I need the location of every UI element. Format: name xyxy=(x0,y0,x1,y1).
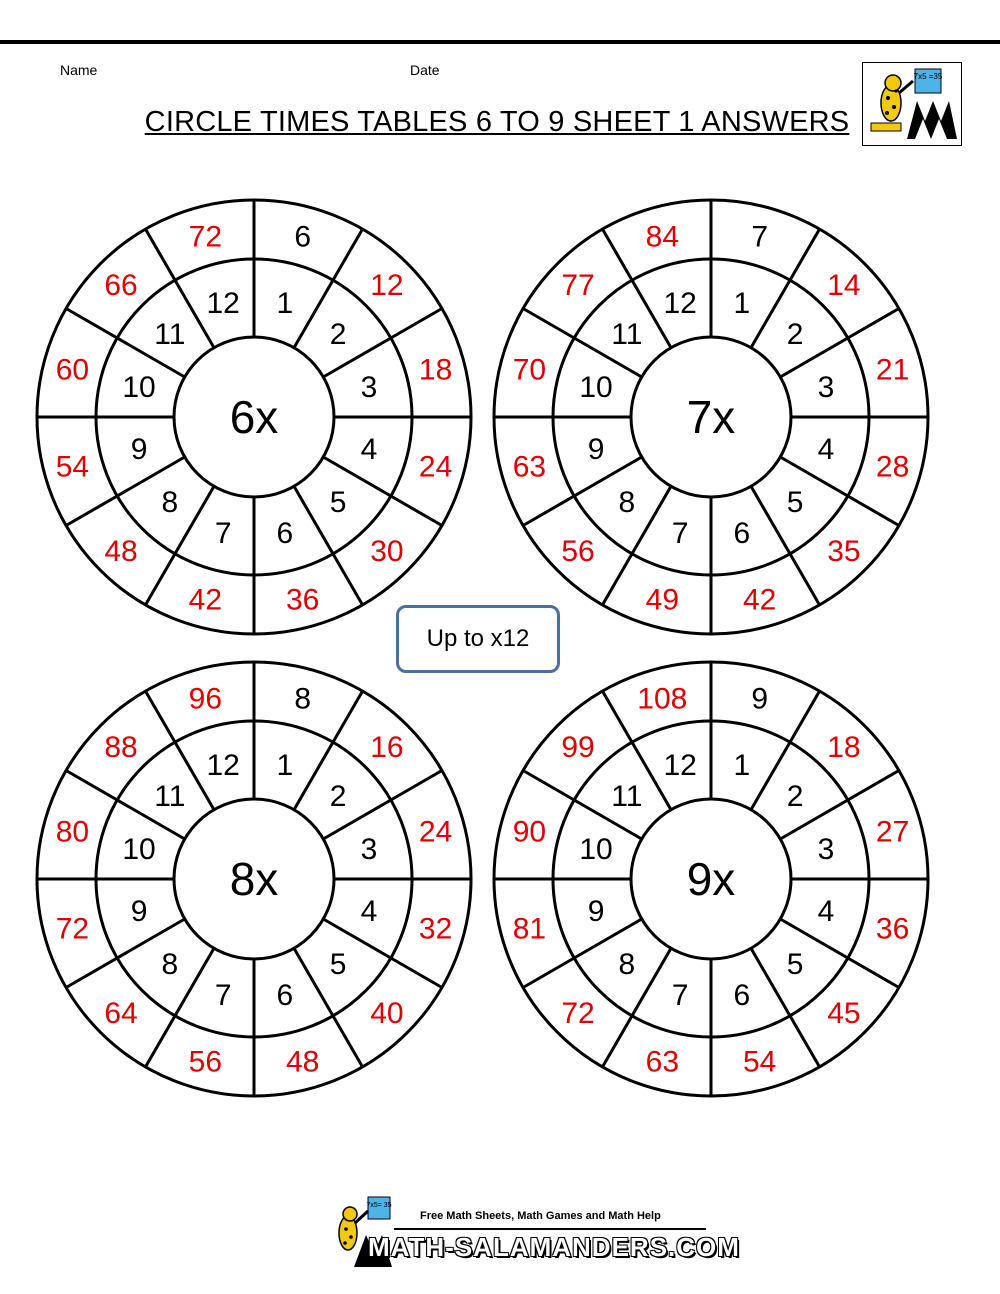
wheel-answer: 54 xyxy=(742,1045,777,1079)
wheel-inner-number: 9 xyxy=(130,894,148,928)
wheel-inner-number: 10 xyxy=(579,833,613,867)
wheel-inner-number: 8 xyxy=(161,486,179,520)
wheel-answer: 27 xyxy=(875,815,910,849)
wheel-inner-number: 11 xyxy=(611,779,643,813)
wheel-inner-number: 1 xyxy=(733,749,751,783)
wheel-answer: 60 xyxy=(55,353,90,387)
wheel-inner-number: 9 xyxy=(130,432,148,466)
wheel-answer: 63 xyxy=(512,450,547,484)
wheel-outer-multiplier: 8 xyxy=(294,682,312,716)
wheel-answer: 24 xyxy=(418,815,453,849)
wheel-inner-number: 5 xyxy=(329,948,347,982)
wheel-center-label: 9x xyxy=(686,853,736,905)
wheel-answer: 63 xyxy=(645,1045,680,1079)
wheel-answer: 18 xyxy=(827,731,861,765)
wheel-answer: 21 xyxy=(875,353,910,387)
wheel-inner-number: 10 xyxy=(122,833,156,867)
wheel-inner-number: 7 xyxy=(671,516,689,550)
wheel-answer: 54 xyxy=(55,450,90,484)
wheel-inner-number: 6 xyxy=(276,978,294,1012)
wheel-answer: 56 xyxy=(188,1045,223,1079)
wheel-inner-number: 7 xyxy=(214,516,232,550)
wheel-answer: 24 xyxy=(418,450,453,484)
wheel-inner-number: 3 xyxy=(360,833,378,867)
wheel-inner-number: 11 xyxy=(154,779,186,813)
wheel-inner-number: 4 xyxy=(817,894,835,928)
wheel-answer: 49 xyxy=(645,583,680,617)
wheel-center-label: 7x xyxy=(686,391,736,443)
wheel-center-label: 8x xyxy=(229,853,279,905)
wheel-answer: 12 xyxy=(370,269,404,303)
wheel-inner-number: 3 xyxy=(817,833,835,867)
note-box xyxy=(396,605,560,673)
wheel-inner-number: 11 xyxy=(611,317,643,351)
wheel-inner-number: 2 xyxy=(786,779,804,813)
wheel-inner-number: 9 xyxy=(587,432,605,466)
wheel-inner-number: 8 xyxy=(618,948,636,982)
wheel-answer: 36 xyxy=(875,912,910,946)
wheel-answer: 99 xyxy=(561,731,595,765)
wheel-answer: 36 xyxy=(285,583,320,617)
wheel-answer: 28 xyxy=(875,450,910,484)
logo-card-text: 7x5 =35 xyxy=(913,72,943,81)
wheel-inner-number: 12 xyxy=(206,287,240,321)
wheel-answer: 16 xyxy=(370,731,404,765)
wheel-answer: 35 xyxy=(827,534,861,568)
wheel-inner-number: 2 xyxy=(329,317,347,351)
wheel-inner-number: 12 xyxy=(663,287,697,321)
wheel-answer: 80 xyxy=(55,815,90,849)
wheel-answer: 64 xyxy=(104,996,138,1030)
wheel-answer: 45 xyxy=(827,996,861,1030)
wheel-inner-number: 3 xyxy=(360,371,378,405)
date-label: Date xyxy=(410,62,440,78)
wheel-answer: 70 xyxy=(512,353,547,387)
footer-tagline: Free Math Sheets, Math Games and Math Help xyxy=(420,1210,661,1222)
wheel-answer: 30 xyxy=(370,534,404,568)
wheel-answer: 42 xyxy=(188,583,223,617)
wheel-inner-number: 12 xyxy=(663,749,697,783)
wheel-answer: 66 xyxy=(104,269,138,303)
wheel-outer-multiplier: 9 xyxy=(751,682,769,716)
wheel-answer: 40 xyxy=(370,996,404,1030)
wheel-inner-number: 2 xyxy=(786,317,804,351)
note-text: Up to x12 xyxy=(426,625,530,652)
wheel-answer: 77 xyxy=(561,269,595,303)
wheel-inner-number: 12 xyxy=(206,749,240,783)
wheel-inner-number: 1 xyxy=(276,749,294,783)
wheel-inner-number: 5 xyxy=(786,486,804,520)
wheel-outer-multiplier: 6 xyxy=(294,220,312,254)
wheel-inner-number: 6 xyxy=(276,516,294,550)
wheel-inner-number: 10 xyxy=(579,371,613,405)
wheel-answer: 14 xyxy=(827,269,861,303)
footer-logo-card-text: 7x5= 35 xyxy=(366,1202,392,1209)
wheel-answer: 72 xyxy=(55,912,90,946)
wheel-inner-number: 8 xyxy=(161,948,179,982)
wheel-inner-number: 5 xyxy=(329,486,347,520)
wheel-answer: 48 xyxy=(285,1045,320,1079)
wheel-inner-number: 7 xyxy=(671,978,689,1012)
wheel-inner-number: 5 xyxy=(786,948,804,982)
wheel-answer: 56 xyxy=(561,534,595,568)
wheel-inner-number: 7 xyxy=(214,978,232,1012)
wheel-answer: 42 xyxy=(742,583,777,617)
wheel-inner-number: 6 xyxy=(733,978,751,1012)
page-title: CIRCLE TIMES TABLES 6 TO 9 SHEET 1 ANSWERS xyxy=(144,106,850,138)
wheel-inner-number: 8 xyxy=(618,486,636,520)
footer-site-name: MATH-SALAMANDERS.COM xyxy=(368,1232,740,1262)
wheel-inner-number: 6 xyxy=(733,516,751,550)
wheel-answer: 81 xyxy=(512,912,547,946)
wheel-inner-number: 4 xyxy=(360,894,378,928)
wheel-answer: 88 xyxy=(104,731,138,765)
wheel-answer: 18 xyxy=(418,353,453,387)
wheel-inner-number: 10 xyxy=(122,371,156,405)
wheel-inner-number: 11 xyxy=(154,317,186,351)
wheel-answer: 90 xyxy=(512,815,547,849)
wheel-inner-number: 4 xyxy=(817,432,835,466)
wheel-inner-number: 1 xyxy=(276,287,294,321)
wheel-answer: 72 xyxy=(561,996,595,1030)
footer-rule xyxy=(394,1228,706,1230)
wheel-outer-multiplier: 7 xyxy=(751,220,769,254)
wheel-inner-number: 2 xyxy=(329,779,347,813)
wheel-answer: 48 xyxy=(104,534,138,568)
wheel-inner-number: 9 xyxy=(587,894,605,928)
wheel-answer: 96 xyxy=(188,682,223,716)
wheel-answer: 32 xyxy=(418,912,453,946)
wheel-center-label: 6x xyxy=(229,391,279,443)
wheel-answer: 84 xyxy=(645,220,680,254)
wheel-answer: 108 xyxy=(637,682,688,716)
name-label: Name xyxy=(60,62,98,78)
wheel-answer: 72 xyxy=(188,220,223,254)
wheel-inner-number: 4 xyxy=(360,432,378,466)
wheel-inner-number: 3 xyxy=(817,371,835,405)
wheel-inner-number: 1 xyxy=(733,287,751,321)
